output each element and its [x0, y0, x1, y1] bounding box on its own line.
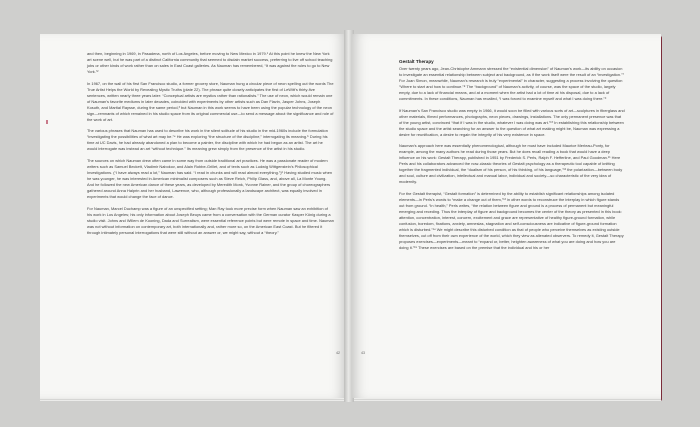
right-paragraph-1: Over twenty years ago, Jean-Christophe Ammann stressed the “existential dimension” of Nauman’s work—its ability on occasion to investigate an essential relationship between subject and background, as if the work itself were the result of an “investigation.”⁷ For Joan Simon, meanwhile, Nauman’s research is truly “experimental” in character, suggesting a process involving the question “Where to start and how to continue.”⁸ The “background” of Nauman’s activity, of course, was the space of the studio, largely empty, due to a lack of financial means, and at a moment when the artist had a lot of time at his disposal, due to a lack of commitments. In these conditions, Nauman has recalled, “I was forced to examine myself and what I was doing there.”⁹ [399, 66, 624, 101]
right-paragraph-4: For the Gestalt therapist, “Gestalt formation” is determined by the ability to establish significant relationships among isolated elements—in Perls’s words to “make a change out of them,”¹³ in other words to reconstruce the interplay in which figure stands out from ground. “In health,” Perls writes, “the relation between figure and ground is a process of permanent but meaningful emerging and receding. Thus the interplay of figure and background becomes the center of the theory as presented in this book: attention, concentration, interest, concern, excitement and grace are representative of healthy figure-ground formation, while confusion, boredom, fixations, anxiety, amnesias, stagnation and self-consciousness are indicative of figure-ground formation which is disturbed.”¹⁴ We might describe this disturbed condition as that of people who perceive themselves as existing outside themselves, cut off from their own experience of the world, which they view as alienated observers. To remedy it, Gestalt Therapy proposes exercises—experiments—meant to “expand or, better, heighten awareness of what you are doing and how you are doing it.”¹⁵ These exercises are based on the premise that the individual and his or her [399, 191, 624, 250]
left-paragraph-1: and then, beginning in 1969, in Pasadena, north of Los Angeles, before moving to New Mexico in 1979.¹ At this point he knew the New York art scene well, but he was part of a distinct California community that seemed to disdain market success, preferring to live off school teaching jobs or other kinds of work rather than on sales in East Coast galleries. As Nauman has remembered, “It was against the rules to go to New York.”² [87, 51, 333, 74]
right-page [352, 34, 661, 398]
left-paragraph-2: In 1967, on the wall of his first San Francisco studio, a former grocery store, Nauman hung a circular piece of neon spelling out the words The True Artist Helps the World by Revealing Mystic Truths (plate 22). The phrase quite closely anticipates the first of LeWitt’s thirty-five sentences, written nearly three years later: “Conceptual artists are mystics rather than rationalists.” The use of neon, which would remain one of Nauman’s favorite mediums in later decades, coincided with experiments by other artists such as Dan Flavin, Jasper Johns, Joseph Kosuth, and Martial Raysse, during the same period,³ but Nauman in this work seems to have been using the popular technology of the neon sign—remnants of which remained in his studio space from its original commercial use—to send a message about the significance and role of the work of art. [87, 80, 334, 122]
right-paragraph-3: Nauman’s approach here was essentially phenomenological, although he must have included Maurice Merleau-Ponty, for example, among the many authors he read during those years. But he does recall reading a book that would have a deep influence on his work: Gestalt Therapy, published in 1951 by Frederick S. Perls, Ralph F. Hefferline, and Paul Goodman.¹¹ Here Perls and his collaborators advanced the now-classic theories of Gestalt psychology as a therapeutic tool capable of knitting together the fragmented individual, the “dualism of his person, of his thinking, of his language,”¹² the polarization—between body and soul, culture and civilization, intellectual and manual labor, individual and society—so characteristic of the very idea of modernity. [399, 143, 623, 185]
page-margin-mark [46, 120, 48, 124]
left-page [40, 34, 346, 398]
right-page-number: 43 [361, 351, 365, 355]
section-heading: Gestalt Therapy [399, 59, 434, 64]
left-paragraph-3: The various phrases that Nauman has used to describe his work in the silent solitude of his studio in the mid-1960s include the formulation “investigating the possibilities of what art may be.”⁴ He was exploring “the structure of the discipline,” interrogating its meaning.⁵ During his time at UC Davis, he had already abandoned a plan to become a painter, the discipline with which he had begun as an artist. The art he would interrogate was instead an art “without technique.” Its meaning grew simply from the presence of the artist in his studio. [87, 128, 328, 152]
left-page-number: 42 [336, 351, 340, 355]
right-paragraph-2: If Nauman’s San Francisco studio was empty in 1966, it would soon be filled with various sorts of art—sculptures in fiberglass and other materials, filmed performances, photographs, neon pieces, drawings, installations. The only permanent presence was that of the young artist, convinced “that if I was in the studio, whatever I was doing was art.”¹⁰ In establishing this relationship between the studio space and the artist searching for an answer to the question of what art making might be, Nauman was expressing a desire for reunification, a desire to regain the integrity of his very existence in space. [399, 107, 625, 137]
left-paragraph-4: The sources on which Nauman drew often came in some way from outside traditional art practices. He was a passionate reader of modern writers such as Samuel Beckett, Vladimir Nabokov, and Alain Robbe-Grillet, and of texts such as Ludwig Wittgenstein’s Philosophical Investigations. (“I have always read a lot,” Nauman has said. “I read in chunks and will read almost everything.”)⁶ Having studied music when he was younger, he was interested in American minimalist composers such as Steve Reich, Philip Glass, and, above all, La Monte Young. And he followed the new American dance of these years, as developed by Meredith Monk, Yvonne Rainer, and the group of choreographers gathered around Anna Halprin and her husband, Lawrence, who, although professionally a landscape architect, was equally involved in experiments that would change the face of dance. [87, 158, 333, 200]
left-paragraph-5: For Nauman, Marcel Duchamp was a figure of an unspecified setting; Man Ray took more precise form when Nauman saw an exhibition of his work in Los Angeles; his only information about Joseph Beuys came from a conversation with the German curator Kasper König during a studio visit. Johns and Willem de Kooning, Dada and Surrealism, were essential reference points but were remote in space and time. Nauman was not without information on contemporary art, both internationally and, rather more so, on the American East Coast. But he filtered it through intimately personal interrogations that were still without an answer or, we might say, without a “theory.” [87, 205, 334, 235]
